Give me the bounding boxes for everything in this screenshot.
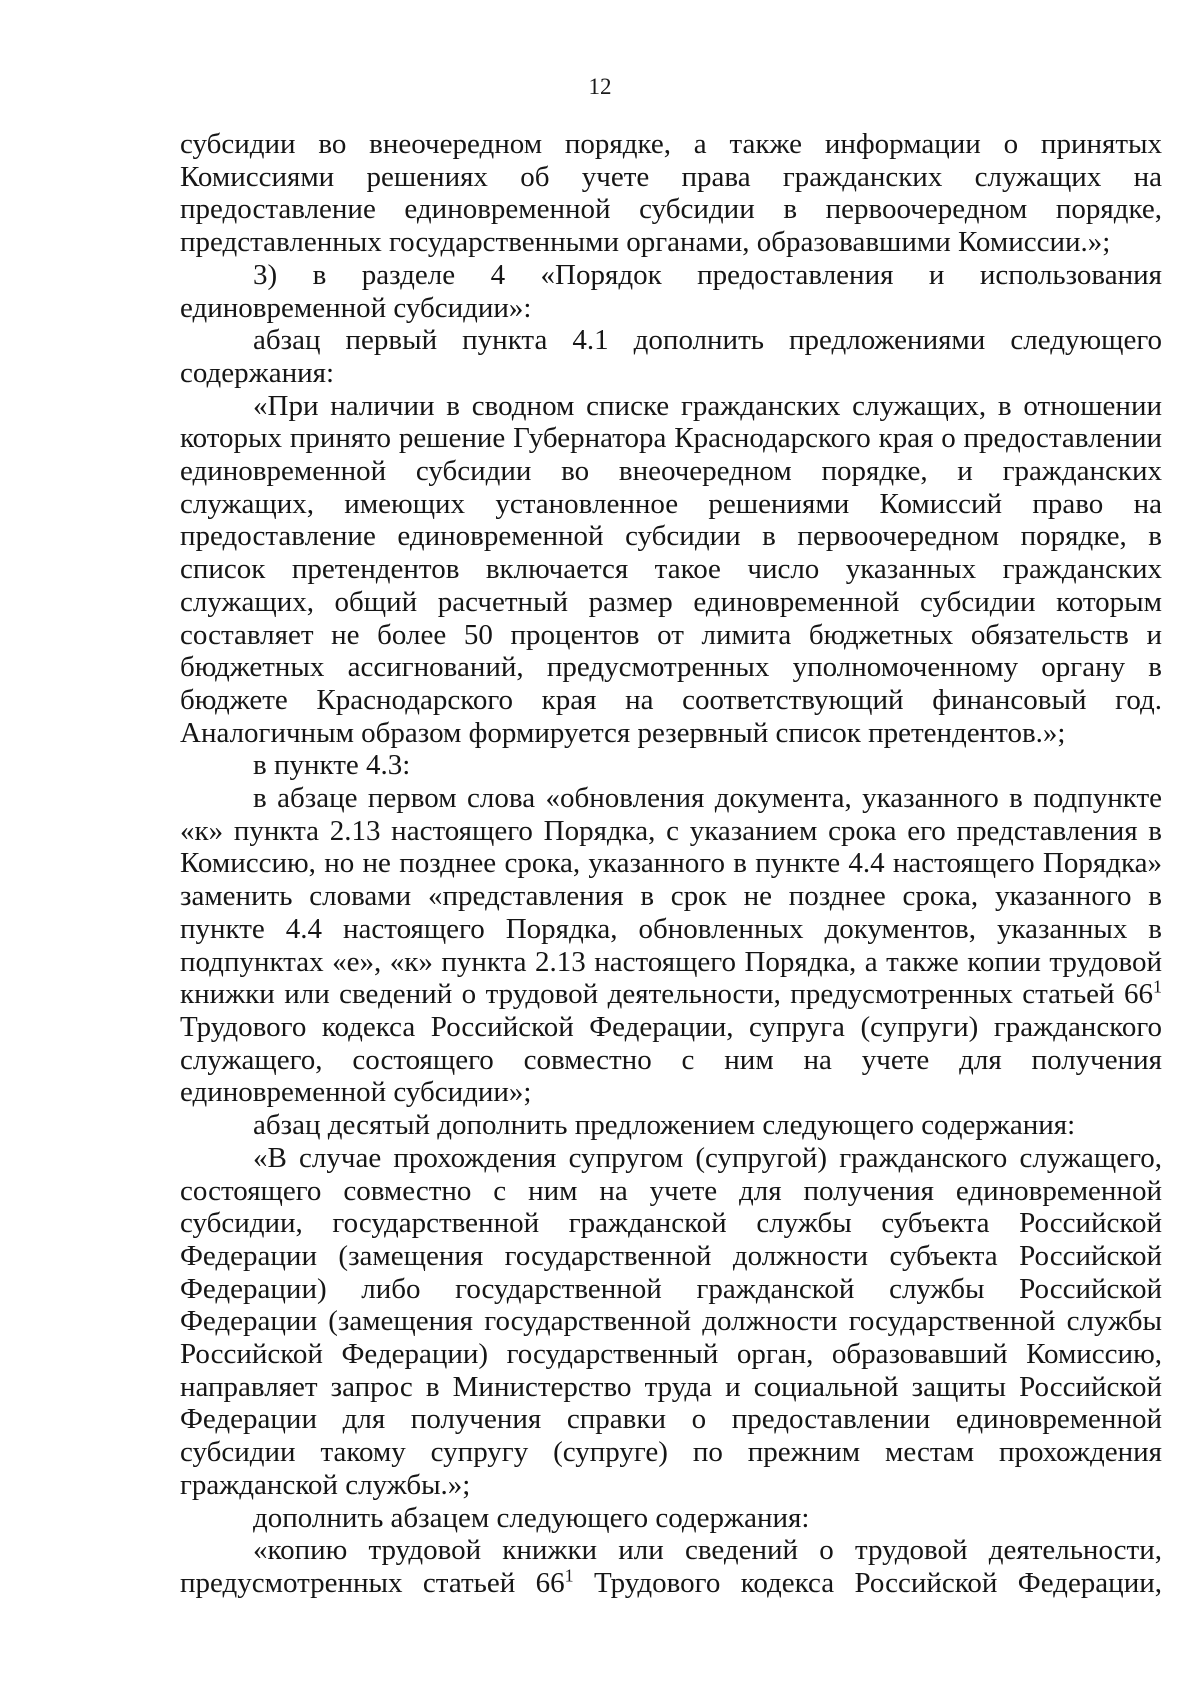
paragraph-8: «В случае прохождения супругом (супругой) гражданского служащего, состоящего совместно с ним на учете для получения единовременной субсидии, государственной гражданской службы субъекта Российской Федерации (замещения государственной должности субъекта Российской Федерации) либо государственной гражданской службы Российской Федерации (замещения государственной должности государственной службы Российской Федерации) государственный орган, образовавший Комиссию, направляет запрос в Министерство труда и социальной защиты Российской Федерации для получения справки о предоставлении единовременной субсидии такому супругу (супруге) по прежним местам прохождения гражданской службы.»; xyxy=(180,1141,1162,1501)
paragraph-7: абзац десятый дополнить предложением следующего содержания: xyxy=(253,1109,1076,1142)
page-number: 12 xyxy=(588,74,612,99)
document-body xyxy=(180,128,1162,1600)
paragraph-4: «При наличии в сводном списке гражданских служащих, в отношении которых принято решение Губернатора Краснодарского края о предоставлении единовременной субсидии во внеочередном порядке, и гражданских служащих, имеющих установленное решениями Комиссий право на предоставление единовременной субсидии в первоочередном порядке, в список претендентов включается такое число указанных гражданских служащих, общий расчетный размер единовременной субсидии которым составляет не более 50 процентов от лимита бюджетных обязательств и бюджетных ассигнований, предусмотренных уполномоченному органу в бюджете Краснодарского края на соответствующий финансовый год. Аналогичным образом формируется резервный список претендентов.»; xyxy=(180,389,1162,749)
paragraph-1: субсидии во внеочередном порядке, а также информации о принятых Комиссиями решениях об учете права гражданских служащих на предоставление единовременной субсидии в первоочередном порядке, представленных государственными органами, образовавшими Комиссии.»; xyxy=(180,128,1162,259)
paragraph-10-text: «копию трудовой книжки или сведений о трудовой деятельности, предусмотренных статьей 66 xyxy=(180,1534,1162,1599)
paragraph-3: абзац первый пункта 4.1 дополнить предложениями следующего содержания: xyxy=(180,324,1162,389)
paragraph-10-superscript: 1 xyxy=(564,1565,574,1586)
paragraph-2: 3) в разделе 4 «Порядок предоставления и использования единовременной субсидии»: xyxy=(180,258,1162,324)
paragraph-6 xyxy=(180,782,1162,1109)
paragraph-9: дополнить абзацем следующего содержания: xyxy=(253,1501,810,1534)
paragraph-6-text: в абзаце первом слова «обновления документа, указанного в подпункте «к» пункта 2.13 настоящего Порядка, с указанием срока его представления в Комиссию, но не позднее срока, указанного в пункте 4.4 настоящего Порядка» заменить словами «представления в срок не позднее срока, указанного в пункте 4.4 настоящего Порядка, обновленных документов, указанных в подпунктах «е», «к» пункта 2.13 настоящего Порядка, а также копии трудовой книжки или сведений о трудовой деятельности, предусмотренных статьей 66 xyxy=(180,782,1162,1011)
paragraph-6-superscript: 1 xyxy=(1153,976,1162,997)
paragraph-10-text-after: Трудового кодекса Российской Федерации, xyxy=(573,1566,1162,1599)
paragraph-10 xyxy=(180,1534,1162,1599)
paragraph-6-text-after: Трудового кодекса Российской Федерации, супруга (супруги) гражданского служащего, состоящего совместно с ним на учете для получения единовременной субсидии»; xyxy=(180,1010,1162,1109)
paragraph-5: в пункте 4.3: xyxy=(253,749,411,782)
